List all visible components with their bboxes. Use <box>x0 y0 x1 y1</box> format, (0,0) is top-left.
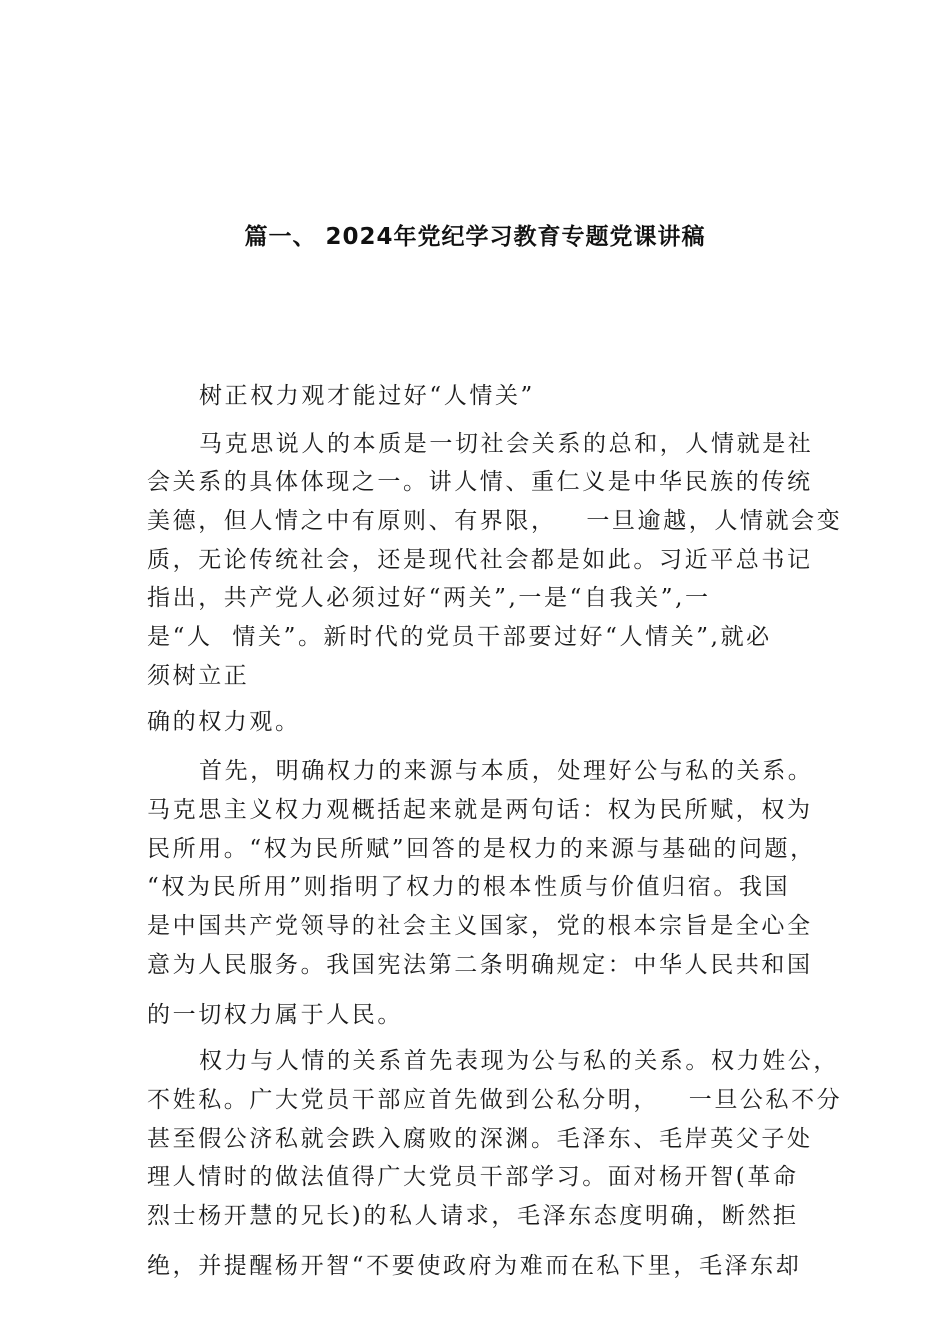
paragraph-line: 意为人民服务。我国宪法第二条明确规定：中华人民共和国 <box>147 952 813 978</box>
paragraph-line: 是“人 情关”。新时代的党员干部要过好“人情关”,就必 <box>147 624 772 650</box>
paragraph-line: 首先，明确权力的来源与本质，处理好公与私的关系。 <box>199 758 814 784</box>
section-heading: 树正权力观才能过好“人情关” <box>199 383 535 409</box>
paragraph-line: 不姓私。广大党员干部应首先做到公私分明， 一旦公私不分 <box>147 1087 843 1113</box>
paragraph-line: 美德，但人情之中有原则、有界限， 一旦逾越，人情就会变 <box>147 508 843 534</box>
paragraph-line: 指出，共产党人必须过好“两关”,一是“自我关”,一 <box>147 585 711 611</box>
paragraph-line: 绝，并提醒杨开智“不要使政府为难而在私下里，毛泽东却 <box>147 1253 802 1279</box>
paragraph-line: 确的权力观。 <box>147 709 301 735</box>
paragraph-line: 理人情时的做法值得广大党员干部学习。面对杨开智(革命 <box>147 1164 799 1190</box>
paragraph-line: 权力与人情的关系首先表现为公与私的关系。权力姓公， <box>199 1048 839 1074</box>
paragraph-line: 是中国共产党领导的社会主义国家，党的根本宗旨是全心全 <box>147 913 813 939</box>
paragraph-line: 的一切权力属于人民。 <box>147 1002 403 1028</box>
paragraph-line: 烈士杨开慧的兄长)的私人请求，毛泽东态度明确，断然拒 <box>147 1203 799 1229</box>
paragraph-line: 须树立正 <box>147 663 250 689</box>
paragraph-line: 甚至假公济私就会跌入腐败的深渊。毛泽东、毛岸英父子处 <box>147 1126 813 1152</box>
paragraph-line: 会关系的具体体现之一。讲人情、重仁义是中华民族的传统 <box>147 469 813 495</box>
paragraph-line: 民所用。“权为民所赋”回答的是权力的来源与基础的问题， <box>147 836 816 862</box>
paragraph-line: 马克思主义权力观概括起来就是两句话：权为民所赋，权为 <box>147 797 813 823</box>
paragraph-line: 质，无论传统社会，还是现代社会都是如此。习近平总书记 <box>147 547 813 573</box>
paragraph-line: “权为民所用”则指明了权力的根本性质与价值归宿。我国 <box>147 874 791 900</box>
paragraph-line: 马克思说人的本质是一切社会关系的总和，人情就是社 <box>199 431 814 457</box>
document-title: 篇一、 2024年党纪学习教育专题党课讲稿 <box>244 224 706 250</box>
